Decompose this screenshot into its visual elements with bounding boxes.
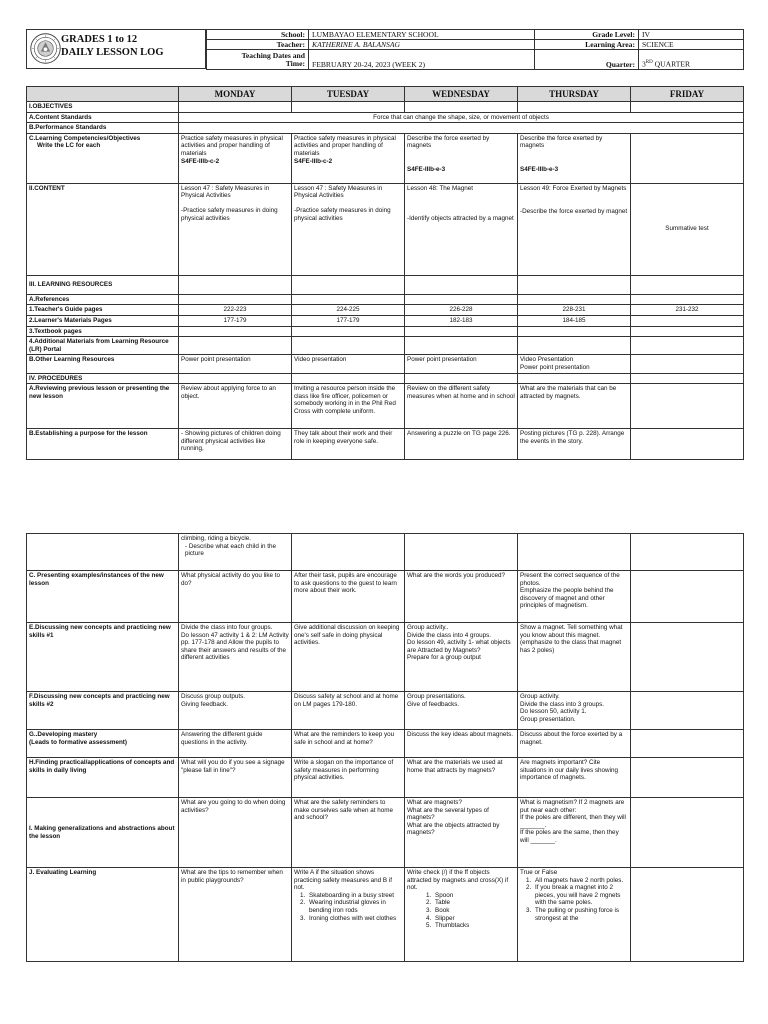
tg-pages-friday: 231-232 xyxy=(631,305,744,316)
document-title-line2: DAILY LESSON LOG xyxy=(61,47,164,58)
lm-pages-wednesday: 182-183 xyxy=(405,315,518,326)
mastery-label: G..Developing mastery (Leads to formative assessment) xyxy=(27,730,179,758)
establishing-thursday: Posting pictures (TG p. 228). Arrange the events in the story. xyxy=(518,429,631,460)
tg-pages-wednesday: 226-228 xyxy=(405,305,518,316)
tg-pages-tuesday: 224-225 xyxy=(292,305,405,316)
mastery-tuesday: What are the reminders to keep you safe in school and at home? xyxy=(292,730,405,758)
establishing-label: B.Establishing a purpose for the lesson xyxy=(27,429,179,460)
table-row xyxy=(27,315,744,326)
establishing-tuesday: They talk about their work and their role in keeping everyone safe. xyxy=(292,429,405,460)
table-row xyxy=(27,123,744,134)
table-row xyxy=(27,384,744,429)
list-item: 1. All magnets have 2 north poles. xyxy=(533,877,628,885)
discussing1-monday: Divide the class into four groups. Do lesson 47 activity 1 & 2: LM Activity pp. 177-178 and Allow the pupils to share their answers and results of the different activities xyxy=(179,623,292,692)
lesson-log-table-page2 xyxy=(26,533,744,962)
content-standards-label: A.Content Standards xyxy=(27,112,179,123)
list-item: 4. Slipper xyxy=(433,915,515,923)
learning-area-value: SCIENCE xyxy=(639,40,744,50)
table-row xyxy=(27,183,744,275)
day-header-row xyxy=(27,87,744,102)
teacher-value: KATHERINE A. BALANSAG xyxy=(309,40,535,50)
mastery-thursday: Discuss about the force exerted by a magnet. xyxy=(518,730,631,758)
day-header-wednesday: WEDNESDAY xyxy=(405,87,518,102)
tg-pages-label: 1.Teacher's Guide pages xyxy=(27,305,179,316)
list-item: 3. Book xyxy=(433,907,515,915)
grade-level-label: Grade Level: xyxy=(535,30,639,40)
evaluating-monday: What are the tips to remember when in public playgrounds? xyxy=(179,868,292,962)
table-row xyxy=(27,868,744,962)
competency-thursday: Describe the force exerted by magnets S4FE-IIIb-e-3 xyxy=(518,133,631,183)
table-row xyxy=(27,534,744,571)
other-resources-monday: Power point presentation xyxy=(179,355,292,373)
list-item: 2. Wearing industrial gloves in bending iron rods xyxy=(307,899,402,914)
discussing2-thursday: Group activity. Divide the class into 3 groups. Do lesson 50, activity 1. Group presentation. xyxy=(518,692,631,730)
day-header-thursday: THURSDAY xyxy=(518,87,631,102)
header-title-box xyxy=(26,29,206,69)
table-row xyxy=(27,337,744,355)
header-info-table xyxy=(206,29,744,70)
grade-level-value: IV xyxy=(639,30,744,40)
table-row xyxy=(27,294,744,305)
other-resources-tuesday: Video presentation xyxy=(292,355,405,373)
quarter-value: 3RD QUARTER xyxy=(639,50,744,70)
table-row xyxy=(27,133,744,183)
list-item: 5. Thumbtacks xyxy=(433,922,515,930)
quarter-label: Quarter: xyxy=(535,50,639,70)
generalizations-thursday: What is magnetism? If 2 magnets are put near each other: If the poles are different, then they will _______. If the poles are the same, then they will _______. xyxy=(518,798,631,868)
list-item: 3. Ironing clothes with wet clothes xyxy=(307,915,402,923)
dates-label: Teaching Dates and Time: xyxy=(207,50,309,70)
tg-pages-thursday: 228-231 xyxy=(518,305,631,316)
day-header-blank xyxy=(27,87,179,102)
discussing1-label: E.Discussing new concepts and practicing new skills #1 xyxy=(27,623,179,692)
list-item: 1. Skateboarding in a busy street xyxy=(307,892,402,900)
table-row xyxy=(27,798,744,868)
lm-pages-monday: 177-179 xyxy=(179,315,292,326)
finding-monday: What will you do if you see a signage "please fall in line"? xyxy=(179,758,292,798)
competency-tuesday: Practice safety measures in physical activities and proper handling of materials S4FE-IIIb-c-2 xyxy=(292,133,405,183)
learning-resources-label: III. LEARNING RESOURCES xyxy=(27,275,179,294)
generalizations-tuesday: What are the safety reminders to make ourselves safe when at home and school? xyxy=(292,798,405,868)
finding-thursday: Are magnets important? Cite situations in our daily lives showing importance of magnets. xyxy=(518,758,631,798)
table-row xyxy=(27,373,744,384)
discussing2-wednesday: Group presentations. Give of feedbacks. xyxy=(405,692,518,730)
table-row xyxy=(27,758,744,798)
list-item: 2. Table xyxy=(433,899,515,907)
list-item: 3. The pulling or pushing force is strongest at the xyxy=(533,907,628,922)
textbook-pages-label: 3.Textbook pages xyxy=(27,326,179,337)
generalizations-wednesday: What are magnets? What are the several types of magnets? What are the objects attracted by magnets? xyxy=(405,798,518,868)
discussing2-label: F.Discussing new concepts and practicing new skills #2 xyxy=(27,692,179,730)
establishing-wednesday: Answering a puzzle on TG page 226. xyxy=(405,429,518,460)
table-row xyxy=(27,571,744,623)
references-label: A.References xyxy=(27,294,179,305)
procedures-label: IV. PROCEDURES xyxy=(27,373,179,384)
performance-standards-label: B.Performance Standards xyxy=(27,123,179,134)
other-resources-label: B.Other Learning Resources xyxy=(27,355,179,373)
other-resources-wednesday: Power point presentation xyxy=(405,355,518,373)
presenting-thursday: Present the correct sequence of the photos. Emphasize the people behind the discovery of magnet and other principles of magnetism. xyxy=(518,571,631,623)
presenting-wednesday: What are the words you produced? xyxy=(405,571,518,623)
content-thursday: Lesson 49: Force Exerted by Magnets -Describe the force exerted by magnet xyxy=(518,183,631,275)
table-row xyxy=(27,355,744,373)
reviewing-label: A.Reviewing previous lesson or presenting the new lesson xyxy=(27,384,179,429)
competencies-label: C.Learning Competencies/Objectives Write the LC for each xyxy=(27,133,179,183)
other-resources-thursday: Video Presentation Power point presentation xyxy=(518,355,631,373)
finding-tuesday: Write a slogan on the importance of safety measures in performing physical activities. xyxy=(292,758,405,798)
discussing1-tuesday: Give additional discussion on keeping one's self safe in doing physical activities. xyxy=(292,623,405,692)
day-header-tuesday: TUESDAY xyxy=(292,87,405,102)
evaluating-thursday: True or False 1. All magnets have 2 north poles. 2. If you break a magnet into 2 pieces, you will have 2 mgnets with the same poles. 3. The pulling or pushing force is strongest at the xyxy=(518,868,631,962)
content-tuesday: Lesson 47 : Safety Measures in Physical Activities -Practice safety measures in doing physical activities xyxy=(292,183,405,275)
content-friday: Summative test xyxy=(631,183,744,275)
table-row xyxy=(27,623,744,692)
table-row xyxy=(27,429,744,460)
school-value: LUMBAYAO ELEMENTARY SCHOOL xyxy=(309,30,535,40)
content-wednesday: Lesson 48: The Magnet -Identify objects attracted by a magnet xyxy=(405,183,518,275)
table-row xyxy=(27,730,744,758)
mastery-monday: Answering the different guide questions in the activity. xyxy=(179,730,292,758)
evaluating-label: J. Evaluating Learning xyxy=(27,868,179,962)
finding-wednesday: What are the materials we used at home that attracts by magnets? xyxy=(405,758,518,798)
evaluating-wednesday: Write check (/) if the ff objects attracted by magnets and cross(X) if not. 1. Spoon 2. Table 3. Book 4. Slipper 5. Thumbtacks xyxy=(405,868,518,962)
establishing-monday: - Showing pictures of children doing different physical activities like running, xyxy=(179,429,292,460)
table-row xyxy=(27,305,744,316)
table-row xyxy=(27,275,744,294)
lm-pages-thursday: 184-185 xyxy=(518,315,631,326)
list-item: 1. Spoon xyxy=(433,892,515,900)
day-header-monday: MONDAY xyxy=(179,87,292,102)
discussing2-monday: Discuss group outputs. Giving feedback. xyxy=(179,692,292,730)
table-row xyxy=(27,326,744,337)
school-label: School: xyxy=(207,30,309,40)
lesson-log-table-page1 xyxy=(26,86,744,460)
finding-label: H.Finding practical/applications of concepts and skills in daily living xyxy=(27,758,179,798)
generalizations-label: I. Making generalizations and abstractions about the lesson xyxy=(27,798,179,868)
reviewing-thursday: What are the materials that can be attracted by magnets. xyxy=(518,384,631,429)
evaluating-tuesday-list xyxy=(294,892,402,922)
table-row xyxy=(27,102,744,113)
content-monday: Lesson 47 : Safety Measures in Physical Activities -Practice safety measures in doing physical activities xyxy=(179,183,292,275)
generalizations-monday: What are you going to do when doing activities? xyxy=(179,798,292,868)
reviewing-monday: Review about applying force to an object. xyxy=(179,384,292,429)
reviewing-wednesday: Review on the different safety measures when at home and in school xyxy=(405,384,518,429)
discussing1-thursday: Show a magnet. Tell something what you know about this magnet. (emphasize to the class that magnet has 2 poles) xyxy=(518,623,631,692)
evaluating-wednesday-list xyxy=(407,892,515,930)
day-header-friday: FRIDAY xyxy=(631,87,744,102)
learning-area-label: Learning Area: xyxy=(535,40,639,50)
document-title-line1: GRADES 1 to 12 xyxy=(61,34,138,45)
discussing2-tuesday: Discuss safety at school and at home on LM pages 179-180. xyxy=(292,692,405,730)
presenting-monday: What physical activity do you like to do? xyxy=(179,571,292,623)
deped-seal-icon xyxy=(30,33,61,64)
discussing1-wednesday: Group activity.. Divide the class into 4 groups. Do lesson 49, activity 1- what objects are Attracted by Magnets? Prepare for a group output xyxy=(405,623,518,692)
presenting-tuesday: After their task, pupils are encourage to ask questions to the guest to learn more about their work. xyxy=(292,571,405,623)
presenting-label: C. Presenting examples/instances of the new lesson xyxy=(27,571,179,623)
table-row xyxy=(27,692,744,730)
lm-pages-label: 2.Learner's Materials Pages xyxy=(27,315,179,326)
additional-materials-label: 4.Additional Materials from Learning Resource (LR) Portal xyxy=(27,337,179,355)
objectives-label: I.OBJECTIVES xyxy=(27,102,179,113)
establishing-monday-continued: climbing, riding a bicycle. - Describe what each child in the picture xyxy=(179,534,292,571)
table-row xyxy=(27,112,744,123)
evaluating-tuesday: Write A if the situation shows practicing safety measures and B if not. 1. Skateboarding in a busy street 2. Wearing industrial gloves in bending iron rods 3. Ironing clothes with wet clothes xyxy=(292,868,405,962)
lm-pages-tuesday: 177-179 xyxy=(292,315,405,326)
competency-monday: Practice safety measures in physical activities and proper handling of materials S4FE-IIIb-c-2 xyxy=(179,133,292,183)
tg-pages-monday: 222-223 xyxy=(179,305,292,316)
content-standards-value: Force that can change the shape, size, or movement of objects xyxy=(179,112,744,123)
reviewing-tuesday: Inviting a resource person inside the class like fire officer, policemen or somebody working in in the Phil Red Cross with complete uniform. xyxy=(292,384,405,429)
list-item: 2. If you break a magnet into 2 pieces, you will have 2 mgnets with the same poles. xyxy=(533,884,628,907)
dates-value: FEBRUARY 20-24, 2023 (WEEK 2) xyxy=(309,50,535,70)
evaluating-thursday-list xyxy=(520,877,628,923)
teacher-label: Teacher: xyxy=(207,40,309,50)
mastery-wednesday: Discuss the key ideas about magnets. xyxy=(405,730,518,758)
competency-wednesday: Describe the force exerted by magnets S4FE-IIIb-e-3 xyxy=(405,133,518,183)
content-label: II.CONTENT xyxy=(27,183,179,275)
